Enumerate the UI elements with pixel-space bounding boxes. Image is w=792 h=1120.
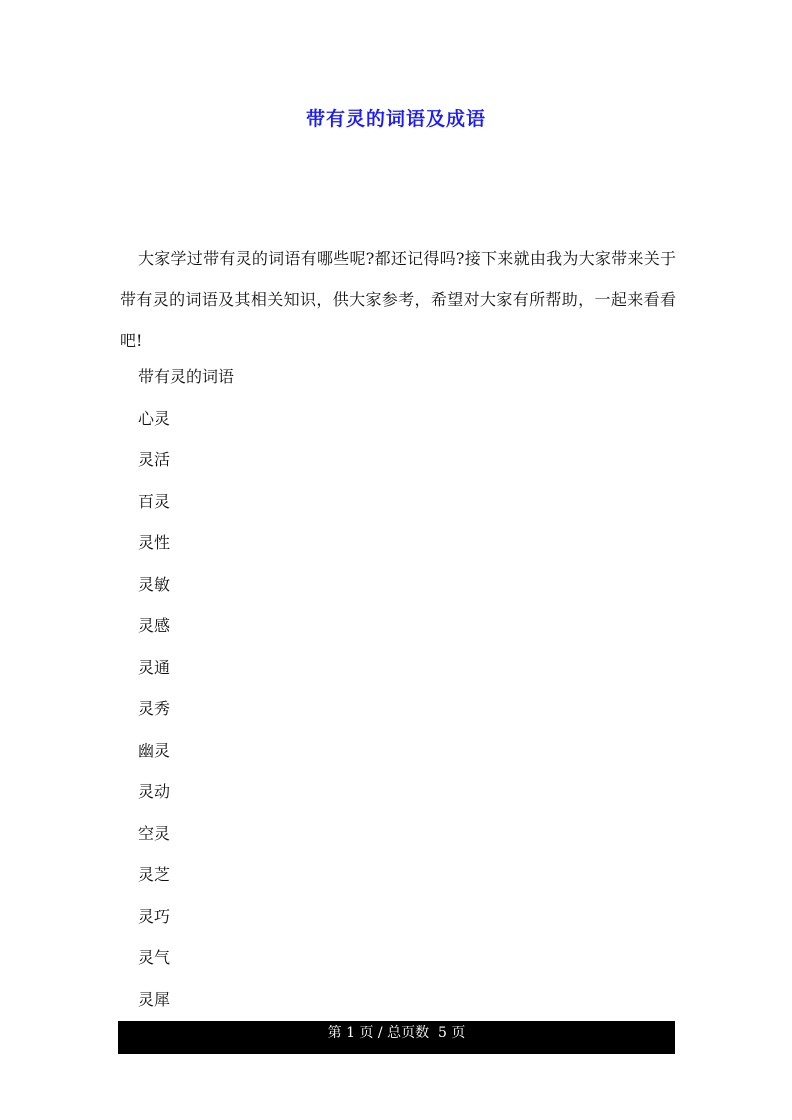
list-item: 空灵 xyxy=(138,823,171,843)
list-item: 幽灵 xyxy=(138,740,171,760)
footer-prefix: 第 xyxy=(327,1025,342,1041)
list-item: 灵感 xyxy=(138,616,171,635)
list-item: 灵气 xyxy=(138,948,171,967)
footer-total-label: 总页数 xyxy=(387,1025,430,1041)
list-item: 灵通 xyxy=(138,657,171,677)
list-item: 灵秀 xyxy=(138,699,171,718)
intro-paragraph: 大家学过带有灵的词语有哪些呢?都还记得吗?接下来就由我为大家带来关于带有灵的词语及其相关知识，供大家参考，希望对大家有所帮助，一起来看看吧! xyxy=(120,249,676,350)
list-item: 百灵 xyxy=(138,491,171,511)
document-title: 带有灵的词语及成语 xyxy=(305,108,486,130)
page-footer xyxy=(118,1021,675,1054)
list-item: 灵犀 xyxy=(138,989,171,1009)
footer-total-pages: 5 xyxy=(437,1025,447,1041)
list-item: 心灵 xyxy=(138,408,171,428)
section-heading: 带有灵的词语 xyxy=(138,367,235,386)
word-list xyxy=(138,365,234,1029)
list-item: 灵性 xyxy=(138,533,171,552)
list-item: 灵巧 xyxy=(138,906,171,926)
list-item: 灵芝 xyxy=(138,865,171,884)
footer-separator: / xyxy=(377,1025,383,1041)
footer-total-unit: 页 xyxy=(451,1025,466,1041)
list-item: 灵动 xyxy=(138,782,171,801)
footer-current-page: 1 xyxy=(346,1025,355,1041)
list-item: 灵敏 xyxy=(138,574,171,594)
footer-page-unit: 页 xyxy=(359,1025,374,1041)
list-item: 灵活 xyxy=(138,450,171,469)
